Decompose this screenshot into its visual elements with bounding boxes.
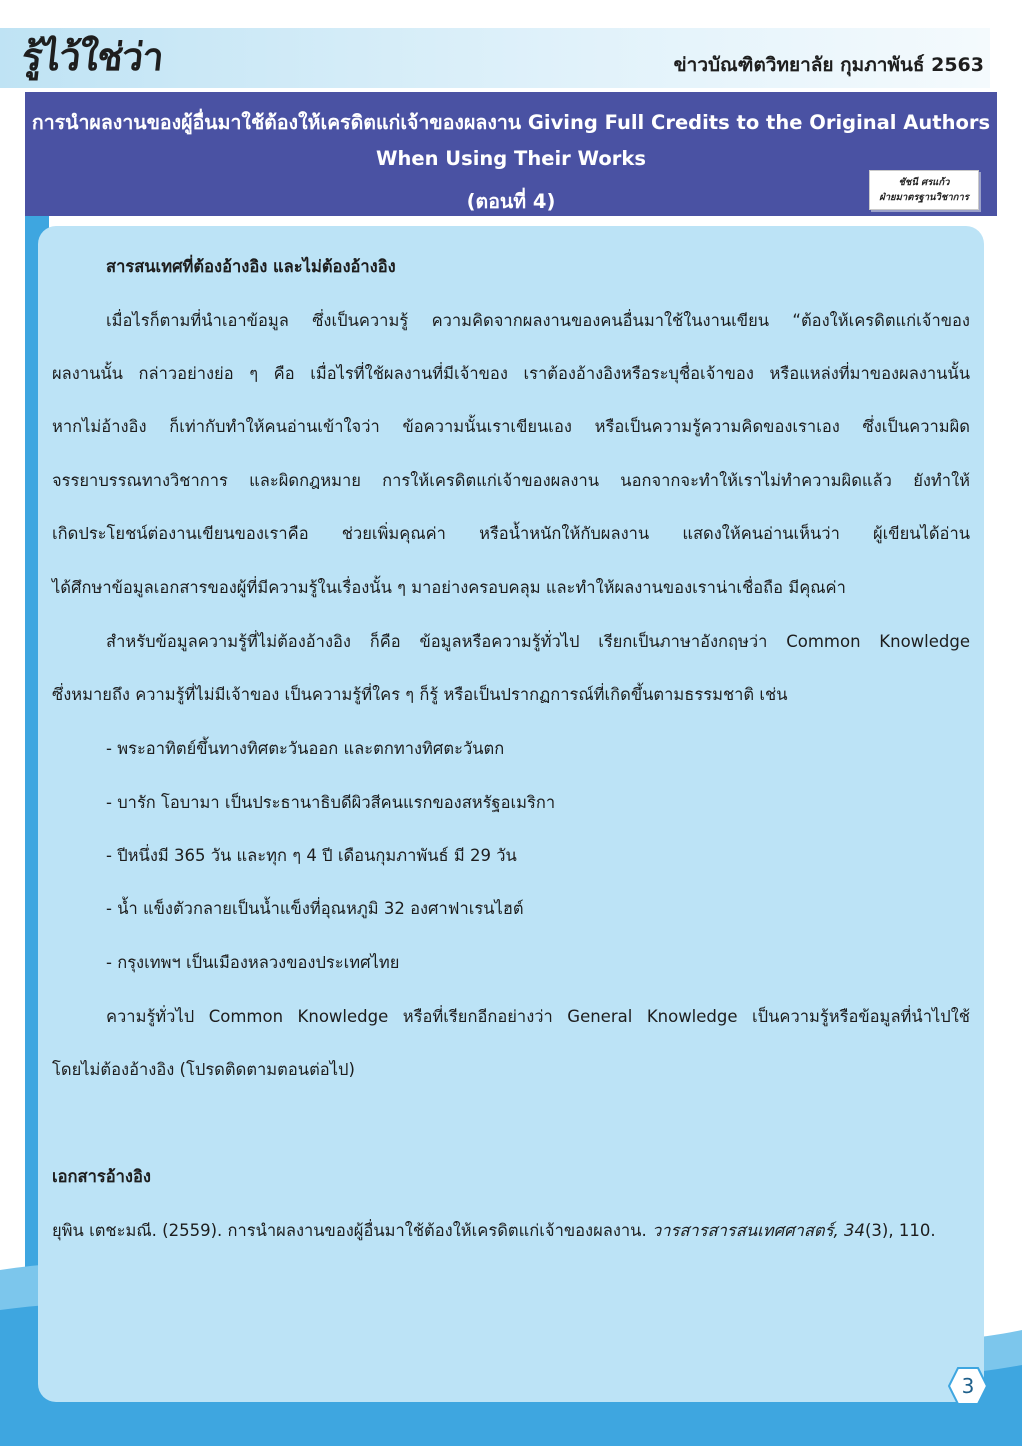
article-title-line-2: When Using Their Works <box>376 147 646 170</box>
paragraph-3-line-1: ความรู้ทั่วไป Common Knowledge หรือที่เรียกอีกอย่างว่า General Knowledge เป็นความรู้หรือข้อมูลที่นำไปใช้ <box>106 1007 970 1026</box>
paragraph-2-line-1: สำหรับข้อมูลความรู้ที่ไม่ต้องอ้างอิง ก็คือ ข้อมูลหรือความรู้ทั่วไป เรียกเป็นภาษาอังกฤษว่า Common Knowledge <box>106 632 970 651</box>
list-item: - พระอาทิตย์ขึ้นทางทิศตะวันออก และตกทางทิศตะวันตก <box>106 739 505 758</box>
article-title-line-1: การนำผลงานของผู้อื่นมาใช้ต้องให้เครดิตแก่เจ้าของผลงาน Giving Full Credits to the Original Authors <box>31 111 991 134</box>
list-item: - ปีหนึ่งมี 365 วัน และทุก ๆ 4 ปี เดือนกุมภาพันธ์ มี 29 วัน <box>106 846 517 865</box>
column-brand: รู้ไว้ใช่ว่า <box>19 35 166 79</box>
author-department: ฝ่ายมาตรฐานวิชาการ <box>879 192 969 203</box>
paragraph-1-line-3: หากไม่อ้างอิง ก็เท่ากับทำให้คนอ่านเข้าใจว่า ข้อความนั้นเราเขียนเอง หรือเป็นความรู้ความคิดของเราเอง ซึ่งเป็นความผิด <box>52 417 970 436</box>
reference-entry <box>52 1218 936 1244</box>
page-number <box>948 1366 988 1406</box>
issue-label: ข่าวบัณฑิตวิทยาลัย กุมภาพันธ์ 2563 <box>673 54 984 76</box>
paragraph-3-line-2: โดยไม่ต้องอ้างอิง (โปรดติดตามตอนต่อไป) <box>52 1060 355 1079</box>
reference-text: ยุพิน เตชะมณี. (2559). การนำผลงานของผู้อื่นมาใช้ต้องให้เครดิตแก่เจ้าของผลงาน. <box>52 1221 652 1240</box>
title-banner <box>25 92 997 216</box>
list-item: - น้ำ แข็งตัวกลายเป็นน้ำแข็งที่อุณหภูมิ 32 องศาฟาเรนไฮต์ <box>106 899 524 918</box>
page-number-text: 3 <box>961 1374 975 1398</box>
paragraph-1-line-6: ได้ศึกษาข้อมูลเอกสารของผู้ที่มีความรู้ในเรื่องนั้น ๆ มาอย่างครอบคลุม และทำให้ผลงานของเราน่าเชื่อถือ มีคุณค่า <box>52 578 846 597</box>
author-name: ชัชนี ศรแก้ว <box>898 177 950 188</box>
reference-journal: วารสารสารสนเทศศาสตร์, 34 <box>651 1221 865 1240</box>
references-heading: เอกสารอ้างอิง <box>52 1167 151 1186</box>
section-heading: สารสนเทศที่ต้องอ้างอิง และไม่ต้องอ้างอิง <box>106 257 396 276</box>
paragraph-1-line-2: ผลงานนั้น กล่าวอย่างย่อ ๆ คือ เมื่อไรที่ใช้ผลงานที่มีเจ้าของ เราต้องอ้างอิงหรือระบุชื่อเจ้าของ หรือแหล่งที่มาของผลงานนั้น <box>52 364 970 383</box>
author-box <box>869 170 979 210</box>
list-item: - กรุงเทพฯ เป็นเมืองหลวงของประเทศไทย <box>106 953 400 972</box>
reference-issue: (3), 110. <box>864 1221 936 1240</box>
paragraph-1-line-1: เมื่อไรก็ตามที่นำเอาข้อมูล ซึ่งเป็นความรู้ ความคิดจากผลงานของคนอื่นมาใช้ในงานเขียน “ต้องให้เครดิตแก่เจ้าของ <box>106 311 970 330</box>
paragraph-1-line-5: เกิดประโยชน์ต่องานเขียนของเราคือ ช่วยเพิ่มคุณค่า หรือน้ำหนักให้กับผลงาน แสดงให้คนอ่านเห็นว่า ผู้เขียนได้อ่าน <box>52 524 970 543</box>
list-item: - บารัก โอบามา เป็นประธานาธิบดีผิวสีคนแรกของสหรัฐอเมริกา <box>106 793 556 812</box>
paragraph-2-line-2: ซึ่งหมายถึง ความรู้ที่ไม่มีเจ้าของ เป็นความรู้ที่ใคร ๆ ก็รู้ หรือเป็นปรากฏการณ์ที่เกิดขึ้นตามธรรมชาติ เช่น <box>52 685 788 704</box>
paragraph-1-line-4: จรรยาบรรณทางวิชาการ และผิดกฎหมาย การให้เครดิตแก่เจ้าของผลงาน นอกจากจะทำให้เราไม่ทำความผิดแล้ว ยังทำให้ <box>52 471 970 490</box>
article-part-label: (ตอนที่ 4) <box>466 190 556 213</box>
